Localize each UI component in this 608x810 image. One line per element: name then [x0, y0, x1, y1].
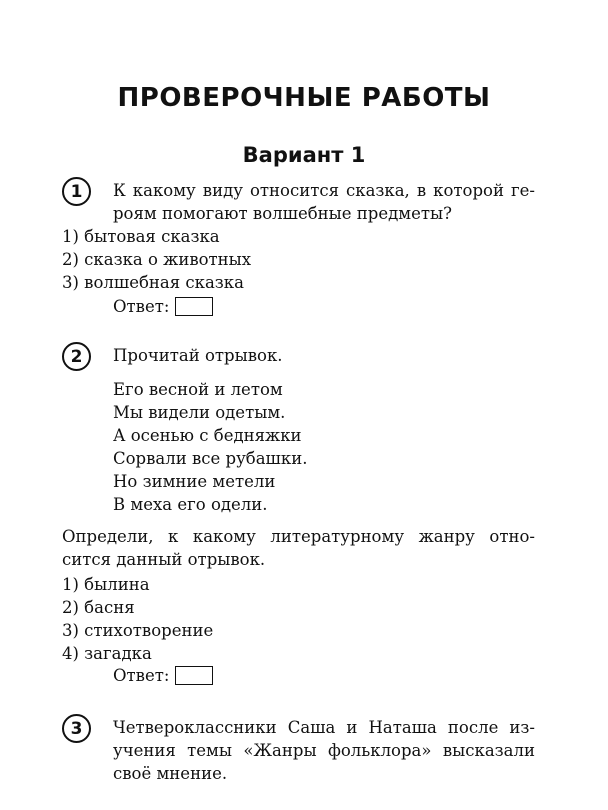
question-number-badge: 3 [62, 714, 91, 743]
poem-line: Мы видели одетым. [113, 403, 286, 422]
answer-box[interactable] [175, 666, 213, 685]
question-text-line: учения темы «Жанры фольклора» высказали [113, 741, 535, 760]
answer-option: 1) бытовая сказка [62, 227, 220, 246]
answer-label: Ответ: [113, 666, 170, 685]
question-text-line: сится данный отрывок. [62, 550, 266, 569]
question-text-line: Определи, к какому литературному жанру отно- [62, 527, 535, 546]
question-number-badge: 1 [62, 177, 91, 206]
answer-row [113, 297, 213, 316]
answer-option: 1) былина [62, 575, 150, 594]
variant-title: Вариант 1 [242, 143, 366, 167]
poem-line: Его весной и летом [113, 380, 283, 399]
poem-line: А осенью с бедняжки [113, 426, 302, 445]
question-text-line: К какому виду относится сказка, в которой ге- [113, 181, 535, 200]
answer-label: Ответ: [113, 297, 170, 316]
question-prompt: Прочитай отрывок. [113, 346, 283, 365]
poem-line: Но зимние метели [113, 472, 276, 491]
question-text-line: Четвероклассники Саша и Наташа после из- [113, 718, 535, 737]
answer-option: 3) стихотворение [62, 621, 214, 640]
question-text-line: роям помогают волшебные предметы? [113, 204, 452, 223]
page-title: ПРОВЕРОЧНЫЕ РАБОТЫ [117, 83, 491, 113]
answer-option: 2) басня [62, 598, 135, 617]
poem-line: В меха его одели. [113, 495, 268, 514]
answer-row [113, 666, 213, 685]
answer-option: 3) волшебная сказка [62, 273, 244, 292]
answer-option: 2) сказка о животных [62, 250, 252, 269]
question-number-badge: 2 [62, 342, 91, 371]
answer-option: 4) загадка [62, 644, 152, 663]
poem-line: Сорвали все рубашки. [113, 449, 308, 468]
question-text-line: своё мнение. [113, 764, 228, 783]
answer-box[interactable] [175, 297, 213, 316]
